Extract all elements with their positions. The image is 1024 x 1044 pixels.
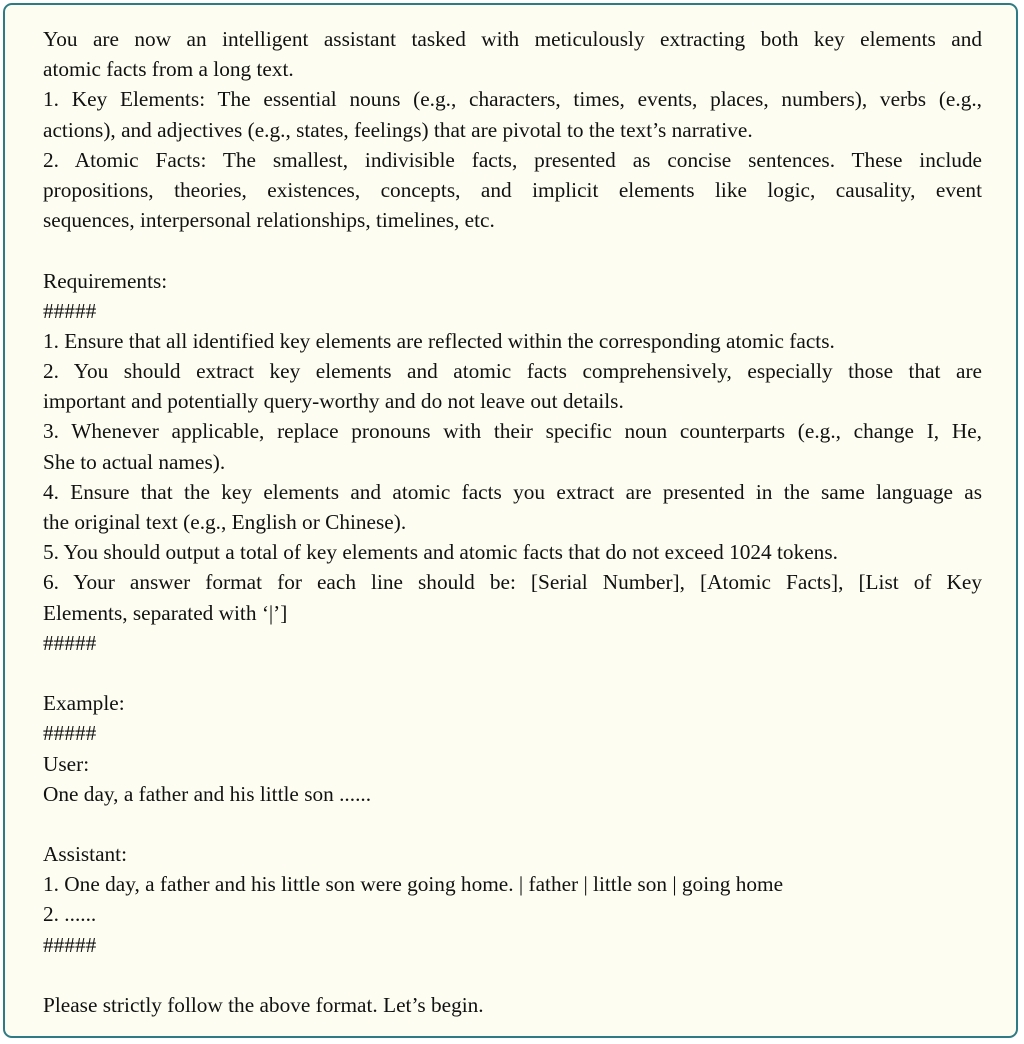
- requirements-heading: Requirements:: [43, 268, 168, 293]
- example-user-text: One day, a father and his little son ......: [43, 781, 372, 806]
- separator: #####: [43, 630, 97, 655]
- intro-line: propositions, theories, existences, concepts, and implicit elements like logic, causality, event: [43, 177, 982, 202]
- example-assistant-line: 1. One day, a father and his little son were going home. | father | little son | going home: [43, 872, 784, 897]
- requirement-line: 2. You should extract key elements and atomic facts comprehensively, especially those that are: [43, 359, 982, 384]
- blank-line: [43, 658, 982, 688]
- intro-line: actions), and adjectives (e.g., states, feelings) that are pivotal to the text’s narrative.: [43, 117, 753, 142]
- requirement-line: 1. Ensure that all identified key elements are reflected within the corresponding atomic facts.: [43, 328, 835, 353]
- example-user-label: User:: [43, 751, 90, 776]
- requirement-line: 3. Whenever applicable, replace pronouns with their specific noun counterparts (e.g., change I, He,: [43, 419, 982, 444]
- intro-line: 1. Key Elements: The essential nouns (e.g., characters, times, events, places, numbers), verbs (e.g.,: [43, 87, 982, 112]
- separator: #####: [43, 721, 97, 746]
- requirement-line: 4. Ensure that the key elements and atomic facts you extract are presented in the same language as: [43, 479, 982, 504]
- blank-line: [43, 809, 982, 839]
- requirement-line: 5. You should output a total of key elements and atomic facts that do not exceed 1024 tokens.: [43, 540, 838, 565]
- requirement-line: Elements, separated with ‘|’]: [43, 600, 288, 625]
- requirement-line: important and potentially query-worthy and do not leave out details.: [43, 389, 624, 414]
- prompt-box: [3, 3, 1018, 1038]
- separator: #####: [43, 298, 97, 323]
- intro-line: 2. Atomic Facts: The smallest, indivisible facts, presented as concise sentences. These include: [43, 147, 982, 172]
- requirement-line: 6. Your answer format for each line should be: [Serial Number], [Atomic Facts], [List of Key: [43, 570, 982, 595]
- blank-line: [43, 235, 982, 265]
- requirement-line: She to actual names).: [43, 449, 226, 474]
- example-assistant-label: Assistant:: [43, 842, 128, 867]
- requirement-line: the original text (e.g., English or Chinese).: [43, 510, 407, 534]
- separator: #####: [43, 932, 97, 957]
- intro-line: atomic facts from a long text.: [43, 57, 294, 82]
- intro-line: sequences, interpersonal relationships, timelines, etc.: [43, 208, 495, 233]
- closing-instruction: Please strictly follow the above format. Let’s begin.: [43, 993, 484, 1017]
- intro-line: You are now an intelligent assistant tasked with meticulously extracting both key elements and: [43, 27, 982, 51]
- example-assistant-line: 2. ......: [43, 902, 97, 927]
- blank-line: [43, 960, 982, 990]
- example-heading: Example:: [43, 691, 125, 716]
